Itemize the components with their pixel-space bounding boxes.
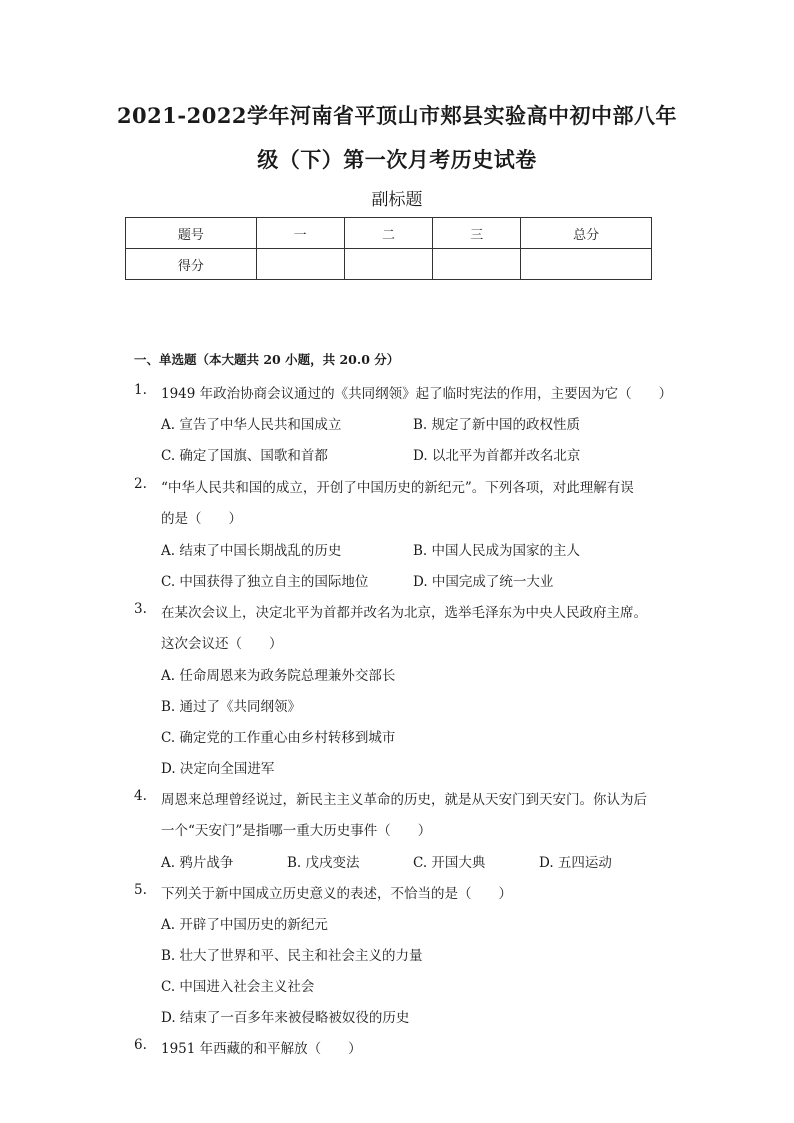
option-d: D. 决定向全国进军 — [161, 761, 275, 777]
option-d: D. 以北平为首都并改名北京 — [413, 448, 581, 464]
option-b: B. 规定了新中国的政权性质 — [413, 417, 581, 433]
option-b: B. 中国人民成为国家的主人 — [413, 543, 581, 559]
section-heading: 一、单选题（本大题共 20 小题，共 20.0 分） — [134, 352, 400, 367]
score-cell — [256, 249, 344, 280]
option-c: C. 开国大典 — [413, 855, 486, 871]
option-d: D. 结束了一百多年来被侵略被奴役的历史 — [161, 1010, 410, 1026]
option-d: D. 中国完成了统一大业 — [413, 574, 554, 590]
option-a: A. 任命周恩来为政务院总理兼外交部长 — [161, 668, 396, 684]
option-a: A. 鸦片战争 — [161, 855, 234, 871]
option-b: B. 壮大了世界和平、民主和社会主义的力量 — [161, 948, 423, 964]
option-c: C. 中国进入社会主义社会 — [161, 979, 315, 995]
question-text: “中华人民共和国的成立，开创了中国历史的新纪元”。下列各项，对此理解有误 — [161, 480, 634, 496]
question-text: 这次会议还（ ） — [161, 636, 283, 652]
title-line-2: 级（下）第一次月考历史试卷 — [257, 147, 537, 172]
score-header-cell: 题号 — [126, 218, 257, 249]
score-header-cell: 一 — [256, 218, 344, 249]
question-text: 周恩来总理曾经说过，新民主主义革命的历史，就是从天安门到天安门。你认为后 — [161, 792, 647, 808]
option-c: C. 确定了国旗、国歌和首都 — [161, 448, 328, 464]
score-table-row — [126, 249, 652, 280]
option-a: A. 结束了中国长期战乱的历史 — [161, 543, 342, 559]
score-header-cell: 二 — [344, 218, 433, 249]
question-number: 5. — [134, 882, 147, 898]
option-d: D. 五四运动 — [539, 855, 612, 871]
option-b: B. 戊戌变法 — [287, 855, 360, 871]
score-header-cell: 三 — [433, 218, 521, 249]
option-c: C. 确定党的工作重心由乡村转移到城市 — [161, 730, 396, 746]
option-c: C. 中国获得了独立自主的国际地位 — [161, 574, 369, 590]
score-row-label: 得分 — [126, 249, 257, 280]
title-line-1: 2021-2022学年河南省平顶山市郏县实验高中初中部八年 — [116, 103, 678, 128]
score-cell — [433, 249, 521, 280]
score-table — [125, 217, 652, 280]
question-number: 2. — [134, 476, 147, 492]
question-text: 的是（ ） — [161, 511, 242, 527]
question-text: 1951 年西藏的和平解放（ ） — [161, 1041, 362, 1057]
question-number: 4. — [134, 788, 147, 804]
score-cell — [521, 249, 652, 280]
question-text: 一个“天安门”是指哪一重大历史事件（ ） — [161, 823, 432, 839]
question-text: 下列关于新中国成立历史意义的表述，不恰当的是（ ） — [161, 886, 512, 902]
option-b: B. 通过了《共同纲领》 — [161, 699, 302, 715]
subtitle: 副标题 — [371, 190, 423, 210]
question-text: 1949 年政治协商会议通过的《共同纲领》起了临时宪法的作用，主要因为它（ ） — [161, 386, 673, 402]
question-number: 6. — [134, 1037, 147, 1053]
question-number: 1. — [134, 382, 147, 398]
option-a: A. 开辟了中国历史的新纪元 — [161, 917, 328, 933]
option-a: A. 宣告了中华人民共和国成立 — [161, 417, 342, 433]
score-cell — [344, 249, 433, 280]
score-table-header-row — [126, 218, 652, 249]
score-header-cell: 总分 — [521, 218, 652, 249]
question-number: 3. — [134, 601, 147, 617]
question-text: 在某次会议上，决定北平为首都并改名为北京，选举毛泽东为中央人民政府主席。 — [161, 605, 647, 621]
